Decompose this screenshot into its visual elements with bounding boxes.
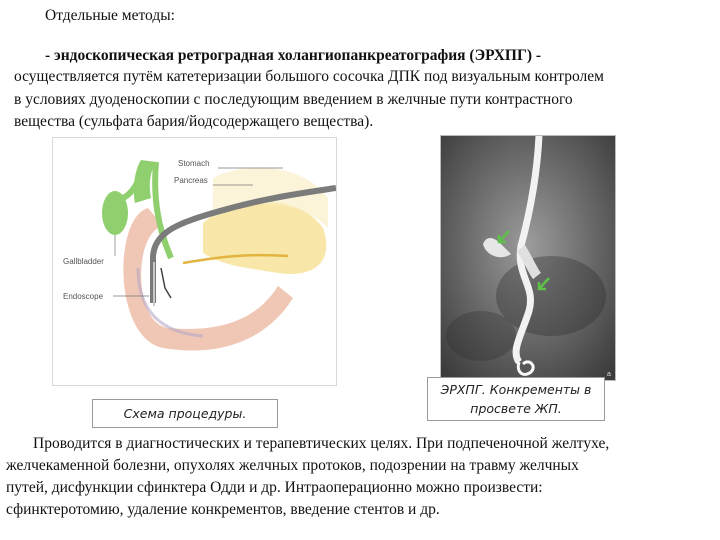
endoscope-label: Endoscope	[63, 292, 104, 301]
xray-corner-mark: a	[607, 371, 611, 378]
procedure-diagram	[52, 137, 337, 386]
xray-caption-line-1: ЭРХПГ. Конкременты в	[440, 382, 592, 397]
method-desc-line-3: вещества (сульфата бария/йодсодержащего вещества).	[14, 113, 374, 130]
method-desc-line-1: осуществляется путём катетеризации большого сосочка ДПК под визуальным контролем	[14, 68, 604, 85]
conclusion-line-2: желчекаменной болезни, опухолях желчных протоков, подозрении на травму желчных	[6, 457, 579, 474]
xray-caption	[427, 377, 605, 421]
diagram-caption: Схема процедуры.	[92, 399, 278, 428]
conclusion-line-4: сфинктеротомию, удаление конкрементов, введение стентов и др.	[6, 501, 440, 518]
gallbladder-label: Gallbladder	[63, 257, 104, 266]
conclusion-line-3: путей, дисфункции сфинктера Одди и др. Интраоперационно можно произвести:	[6, 479, 543, 496]
pancreas-label: Pancreas	[174, 176, 208, 185]
ercp-anatomy-illustration	[53, 138, 336, 385]
method-title: - эндоскопическая ретроградная холангиопанкреатография (ЭРХПГ) -	[45, 47, 542, 64]
section-heading: Отдельные методы:	[45, 7, 175, 24]
ercp-xray-image	[440, 135, 616, 381]
method-desc-line-2: в условиях дуоденоскопии с последующим введением в желчные пути контрастного	[14, 91, 573, 108]
xray-caption-line-2: просвете ЖП.	[470, 401, 562, 416]
conclusion-line-1: Проводится в диагностических и терапевтических целях. При подпеченочной желтухе,	[33, 435, 610, 452]
xray-illustration	[441, 136, 615, 380]
stomach-label: Stomach	[178, 159, 210, 168]
